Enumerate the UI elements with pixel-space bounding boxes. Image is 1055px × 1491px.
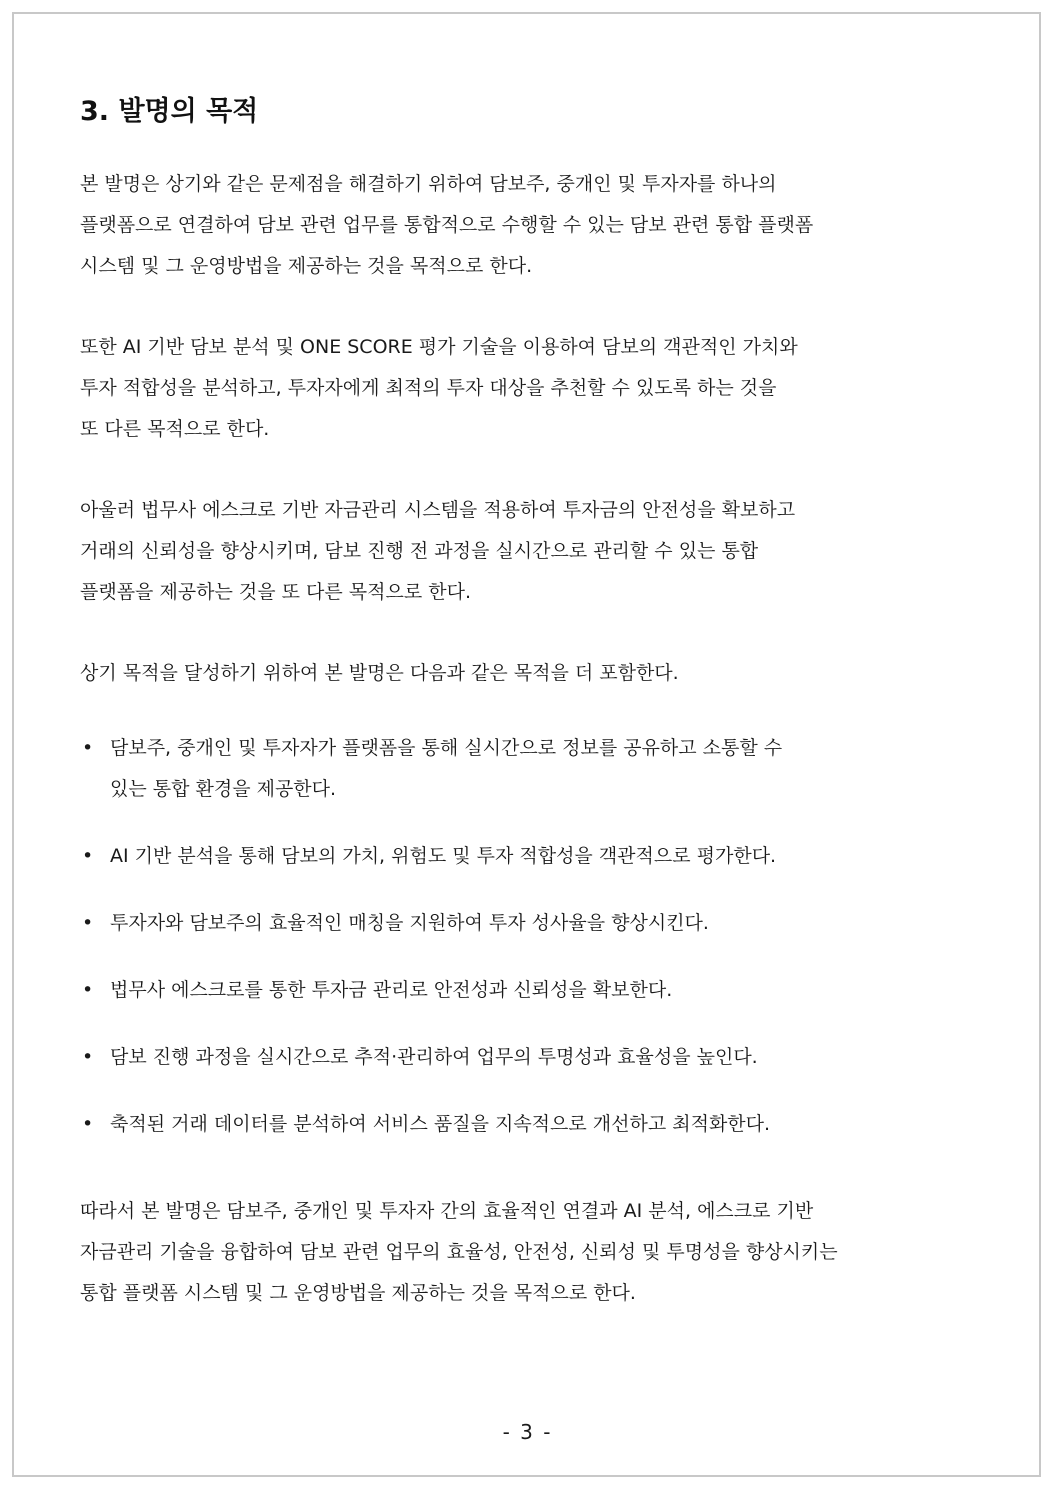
bullet-item: • 담보 진행 과정을 실시간으로 추적·관리하여 업무의 투명성과 효율성을 높인다.	[80, 1037, 970, 1078]
bullet-item: • 축적된 거래 데이터를 분석하여 서비스 품질을 지속적으로 개선하고 최적화한다.	[80, 1104, 970, 1145]
paragraph-conclusion: 따라서 본 발명은 담보주, 중개인 및 투자자 간의 효율적인 연결과 AI 분석, 에스크로 기반 자금관리 기술을 융합하여 담보 관련 업무의 효율성, 안전성, 신뢰성 및 투명성을 향상시키는 통합 플랫폼 시스템 및 그 운영방법을 제공하는 것을 목적으로 한다.	[80, 1200, 838, 1305]
paragraph-purpose-2: 또한 AI 기반 담보 분석 및 ONE SCORE 평가 기술을 이용하여 담보의 객관적인 가치와 투자 적합성을 분석하고, 투자자에게 최적의 투자 대상을 추천할 수 있도록 하는 것을 또 다른 목적으로 한다.	[80, 336, 798, 441]
paragraph-intro-bullets: 상기 목적을 달성하기 위하여 본 발명은 다음과 같은 목적을 더 포함한다.	[80, 662, 679, 685]
bullet-item: • AI 기반 분석을 통해 담보의 가치, 위험도 및 투자 적합성을 객관적으로 평가한다.	[80, 836, 970, 877]
bullet-item: • 투자자와 담보주의 효율적인 매칭을 지원하여 투자 성사율을 향상시킨다.	[80, 903, 970, 944]
section-heading: 3. 발명의 목적	[80, 96, 259, 127]
document-body	[80, 96, 970, 1354]
page-number: - 3 -	[502, 1420, 553, 1444]
paragraph-purpose-1: 본 발명은 상기와 같은 문제점을 해결하기 위하여 담보주, 중개인 및 투자자를 하나의 플랫폼으로 연결하여 담보 관련 업무를 통합적으로 수행할 수 있는 담보 관련 통합 플랫폼 시스템 및 그 운영방법을 제공하는 것을 목적으로 한다.	[80, 173, 814, 278]
bullet-item: • 담보주, 중개인 및 투자자가 플랫폼을 통해 실시간으로 정보를 공유하고 소통할 수 있는 통합 환경을 제공한다.	[80, 728, 970, 810]
bullet-item: • 법무사 에스크로를 통한 투자금 관리로 안전성과 신뢰성을 확보한다.	[80, 970, 970, 1011]
paragraph-purpose-3: 아울러 법무사 에스크로 기반 자금관리 시스템을 적용하여 투자금의 안전성을 확보하고 거래의 신뢰성을 향상시키며, 담보 진행 전 과정을 실시간으로 관리할 수 있는 통합 플랫폼을 제공하는 것을 또 다른 목적으로 한다.	[80, 499, 796, 604]
purpose-bullet-list	[80, 728, 970, 1145]
